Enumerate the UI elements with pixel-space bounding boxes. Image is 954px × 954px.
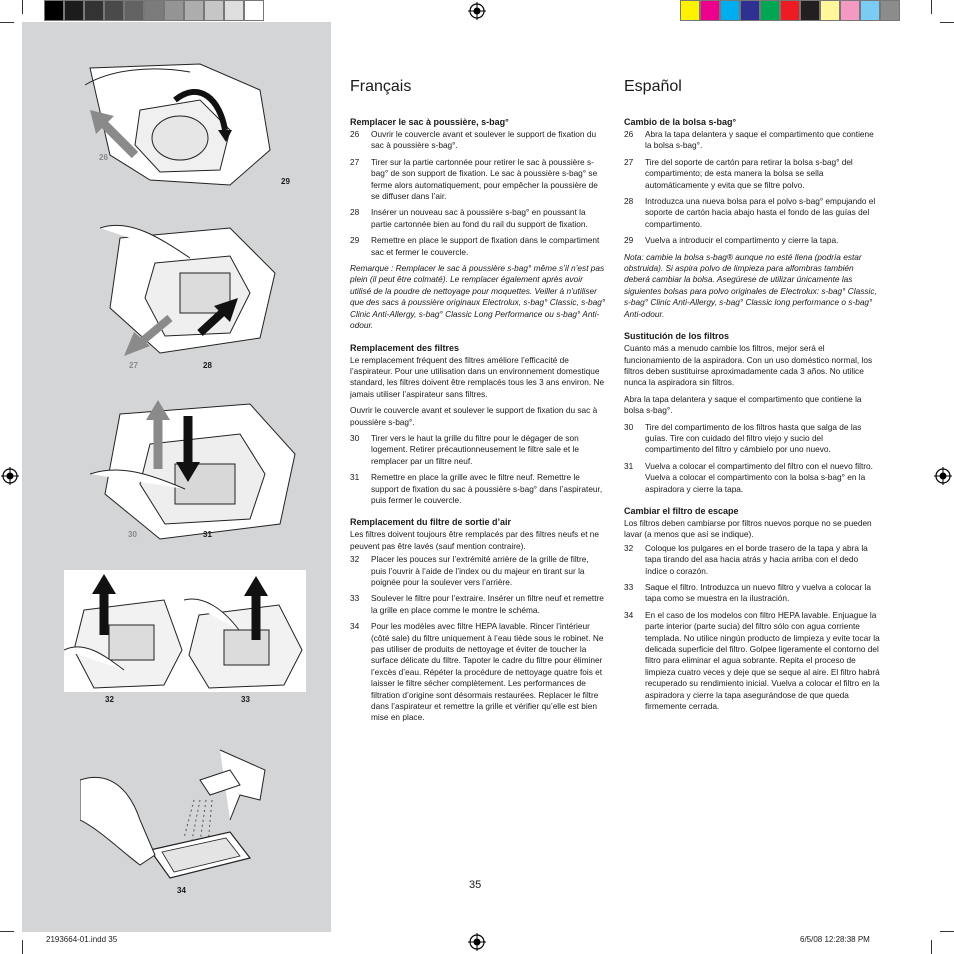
section-title: Sustitución de los filtros xyxy=(624,331,730,342)
figure-label-30: 30 xyxy=(128,530,137,539)
color-swatch xyxy=(204,0,224,21)
crop-mark xyxy=(22,0,23,14)
color-swatch xyxy=(104,0,124,21)
step-number: 33 xyxy=(350,593,360,604)
step-text: Remettre en place la grille avec le filtre neuf. Remettre le support de fixation du sac à poussière s-bag° dans l’aspirateur, puis fermer le couvercle. xyxy=(371,472,603,505)
numbered-step xyxy=(624,157,880,191)
remove-sbag-illustration xyxy=(100,218,300,358)
numbered-step xyxy=(624,461,880,495)
step-text: Vuelva a colocar el compartimento del filtro con el nuevo filtro. Vuelva a colocar el compartimento con la bolsa s-bag° en la aspiradora y cierre la tapa. xyxy=(645,460,873,494)
step-list xyxy=(624,129,880,247)
color-swatch xyxy=(144,0,164,21)
registration-mark-icon xyxy=(468,2,486,20)
color-swatch xyxy=(44,0,64,21)
step-number: 28 xyxy=(624,196,634,207)
color-swatch xyxy=(820,0,840,21)
step-number: 26 xyxy=(624,129,634,139)
step-number: 29 xyxy=(350,235,360,246)
section-title: Remplacement des filtres xyxy=(350,342,460,353)
step-text: Tirer vers le haut la grille du filtre pour le dégager de son logement. Retirer précautionneusement le filtre sale et le remplacer par un filtre neuf. xyxy=(371,432,579,466)
step-list xyxy=(624,422,880,495)
step-text: Soulever le filtre pour l’extraire. Insérer un filtre neuf et remettre la grille en place comme le montre le schéma. xyxy=(371,593,604,615)
french-column xyxy=(350,77,606,729)
registration-mark-icon xyxy=(1,467,19,485)
step-number: 27 xyxy=(350,156,360,167)
numbered-step xyxy=(350,621,606,724)
color-swatch xyxy=(720,0,740,21)
step-list xyxy=(350,433,606,506)
slug-timestamp: 6/5/08 12:28:38 PM xyxy=(800,935,870,944)
step-text: Tire del compartimento de los filtros hasta que salga de las guías. Tire con cuidado del filtro viejo y sucio del compartimento del filtro y cámbielo por uno nuevo. xyxy=(645,421,862,455)
crop-mark xyxy=(940,931,954,932)
step-text: Introduzca una nueva bolsa para el polvo s-bag° empujando el soporte de cartón hacia abajo hasta el fondo de las guías del compartimento. xyxy=(645,196,876,229)
color-swatch xyxy=(184,0,204,21)
color-swatch xyxy=(860,0,880,21)
crop-mark xyxy=(22,940,23,954)
rinse-hepa-filter-illustration xyxy=(80,740,280,890)
color-swatch xyxy=(84,0,104,21)
numbered-step xyxy=(624,582,880,605)
step-number: 34 xyxy=(350,621,360,632)
color-swatch xyxy=(700,0,720,21)
figure-label-29: 29 xyxy=(281,177,290,186)
numbered-step xyxy=(350,207,606,230)
step-text: Tirer sur la partie cartonnée pour retirer le sac à poussière s-bag° de son support de fixation. Le sac à poussière s-bag° se ferme alors automatiquement, pour empêcher la poussière de se diffuser dans l’air. xyxy=(371,156,598,202)
step-list xyxy=(350,129,606,258)
step-number: 33 xyxy=(624,582,634,592)
step-text: Abra la tapa delantera y saque el compartimento que contiene la bolsa s-bag°. xyxy=(645,129,874,151)
paragraph: Los filtros deben cambiarse por filtros nuevos porque no se pueden lavar (a menos que así se indique). xyxy=(624,517,872,540)
step-number: 30 xyxy=(624,421,634,432)
figure-label-26: 26 xyxy=(99,153,108,162)
figure-label-31: 31 xyxy=(203,530,212,539)
arrow-up-left-icon xyxy=(90,110,140,160)
illustration-panel xyxy=(22,22,331,932)
registration-mark-icon xyxy=(934,467,952,485)
step-text: Coloque los pulgares en el borde trasero de la tapa y abra la tapa tirando del asa hacia atrás y hacia arriba con el dedo índice o corazón. xyxy=(645,542,868,576)
numbered-step xyxy=(624,610,880,713)
spanish-heading: Español xyxy=(624,78,682,95)
numbered-step xyxy=(624,235,880,246)
paragraph: Le remplacement fréquent des filtres améliore l’efficacité de l’aspirateur. Pour une utilisation dans un environnement domestique standard, les filtres doivent être remplacés tous les 3 ans environ. Ne jamais utiliser l’aspirateur sans filtres. xyxy=(350,354,605,399)
step-text: Pour les modèles avec filtre HEPA lavable. Rincer l’intérieur (côté sale) du filtre uniquement à l’eau tiède sous le robinet. Ne pas utiliser de produits de nettoyage et éviter de toucher la surface délicate du filtre. Tapoter le cadre du filtre pour éliminer l’excès d’eau. Répéter la procédure de nettoyage quatre fois et laisser le filtre sécher complètement. Les performances de filtration d’origine sont désormais restaurées. Replacer le filtre dans l’aspirateur et remettre la grille et vérifier qu’elle est bien mise en place. xyxy=(371,621,604,723)
color-swatch xyxy=(224,0,244,21)
numbered-step xyxy=(350,129,606,152)
crop-mark xyxy=(0,931,14,932)
crop-mark xyxy=(931,0,932,14)
step-number: 27 xyxy=(624,156,634,167)
crop-mark xyxy=(931,940,932,954)
color-swatch xyxy=(124,0,144,21)
section-title: Remplacement du filtre de sortie d’air xyxy=(350,517,512,528)
spanish-column xyxy=(624,77,880,717)
step-list xyxy=(624,543,880,713)
step-number: 29 xyxy=(624,235,634,246)
note-text: Nota: cambie la bolsa s-bag® aunque no esté llena (podría estar obstruida). Si aspira polvo de limpieza para alfombras también deberá cambiar la bolsa. Asegúrese de utilizar únicamente las siguientes bolsas para polvo originales de Electrolux: s-bag° Classic, s-bag° Clinic Anti-Allergy, s-bag° Classic long performance o s-bag° Anti-odour. xyxy=(624,251,877,319)
color-swatch xyxy=(880,0,900,21)
crop-mark xyxy=(940,22,954,23)
crop-mark xyxy=(0,22,14,23)
step-number: 30 xyxy=(350,432,360,443)
numbered-step xyxy=(624,543,880,577)
section-title: Cambiar el filtro de escape xyxy=(624,505,739,516)
step-text: Tire del soporte de cartón para retirar la bolsa s-bag° del compartimento; de esta manera la bolsa se sella automáticamente y evita que se filtre polvo. xyxy=(645,156,853,190)
step-text: Insérer un nouveau sac à poussière s-bag° en poussant la partie cartonnée bien au fond du rail du support de fixation. xyxy=(371,207,588,229)
color-swatch xyxy=(760,0,780,21)
step-text: En el caso de los modelos con filtro HEPA lavable. Enjuague la parte interior (parte sucia) del filtro sólo con agua corriente templada. No utilice ningún producto de limpieza y evite tocar la delicada superficie del filtro. Golpee ligeramente el contorno del filtro para eliminar el agua sobrante. Repita el proceso de limpieza cuatro veces y deje que se seque al aire. El filtro habrá recuperado su rendimiento inicial. Vuelva a colocar el filtro en la aspiradora y cierre la tapa asegurándose de que queda firmemente cerrada. xyxy=(645,609,880,712)
color-swatch xyxy=(800,0,820,21)
numbered-step xyxy=(350,554,606,588)
step-number: 31 xyxy=(624,460,634,471)
remove-exhaust-filter-illustration xyxy=(184,570,306,692)
open-exhaust-grille-illustration xyxy=(64,570,186,692)
color-swatch xyxy=(780,0,800,21)
paragraph: Abra la tapa delantera y saque el compartimento que contiene la bolsa s-bag°. xyxy=(624,393,862,416)
french-heading: Français xyxy=(350,78,412,95)
replace-filter-illustration xyxy=(90,394,300,544)
step-text: Ouvrir le couvercle avant et soulever le support de fixation du sac à poussière s-bag°. xyxy=(371,129,597,151)
numbered-step xyxy=(350,433,606,467)
note-text: Remarque : Remplacer le sac à poussière s-bag° même s’il n’est pas plein (il peut être colmaté). Le remplacer également après avoir utilisé de la poudre de nettoyage pour moquettes. Veiller à n’utiliser que des sacs à poussière originaux Electrolux, s-bag° Classic, s-bag° Clinic Anti-Allergy, s-bag° Classic Long Performance ou s-bag° Anti-odour. xyxy=(350,263,606,331)
step-text: Placer les pouces sur l’extrémité arrière de la grille de filtre, puis l’ouvrir à l’aide de l’index ou du majeur en tirant sur la poignée pour la soulever vers l’arrière. xyxy=(371,554,589,587)
step-text: Vuelva a introducir el compartimento y cierre la tapa. xyxy=(645,235,839,246)
step-number: 26 xyxy=(350,129,360,139)
process-color-bar xyxy=(680,0,900,22)
color-swatch xyxy=(740,0,760,21)
color-swatch xyxy=(680,0,700,21)
figure-label-34: 34 xyxy=(177,886,186,895)
section-title: Cambio de la bolsa s-bag° xyxy=(624,117,737,127)
color-swatch xyxy=(840,0,860,21)
paragraph: Les filtres doivent toujours être remplacés par des filtres neufs et ne peuvent pas être lavés (sauf mention contraire). xyxy=(350,529,600,551)
step-number: 34 xyxy=(624,609,634,620)
color-swatch xyxy=(244,0,264,21)
step-list xyxy=(350,554,606,724)
figure-label-28: 28 xyxy=(203,361,212,370)
figure-label-27: 27 xyxy=(129,361,138,370)
figure-label-33: 33 xyxy=(241,695,250,704)
color-swatch xyxy=(164,0,184,21)
page-number: 35 xyxy=(469,879,482,891)
step-number: 28 xyxy=(350,207,360,218)
step-number: 32 xyxy=(350,554,360,565)
numbered-step xyxy=(350,157,606,203)
step-number: 31 xyxy=(350,472,360,483)
numbered-step xyxy=(624,196,880,230)
grayscale-color-bar xyxy=(44,0,264,22)
paragraph: Cuanto más a menudo cambie los filtros, mejor será el funcionamiento de la aspiradora. Con un uso doméstico normal, los filtros deben sustituirse aproximadamente cada 3 años. No utilice nunca la aspiradora sin filtros. xyxy=(624,343,873,388)
numbered-step xyxy=(624,129,880,152)
numbered-step xyxy=(624,422,880,456)
slug-file-info: 2193664-01.indd 35 xyxy=(46,935,118,944)
paragraph: Ouvrir le couvercle avant et soulever le support de fixation du sac à poussière s-bag°. xyxy=(350,405,598,427)
step-number: 32 xyxy=(624,542,634,553)
step-text: Remettre en place le support de fixation dans le compartiment sac et fermer le couvercle. xyxy=(371,235,600,257)
section-title: Remplacer le sac à poussière, s-bag° xyxy=(350,117,509,127)
numbered-step xyxy=(350,593,606,616)
numbered-step xyxy=(350,235,606,258)
registration-mark-icon xyxy=(468,933,486,951)
figure-label-32: 32 xyxy=(105,695,114,704)
numbered-step xyxy=(350,472,606,506)
step-text: Saque el filtro. Introduzca un nuevo filtro y vuelva a colocar la tapa como se muestra en la ilustración. xyxy=(645,582,871,604)
color-swatch xyxy=(64,0,84,21)
